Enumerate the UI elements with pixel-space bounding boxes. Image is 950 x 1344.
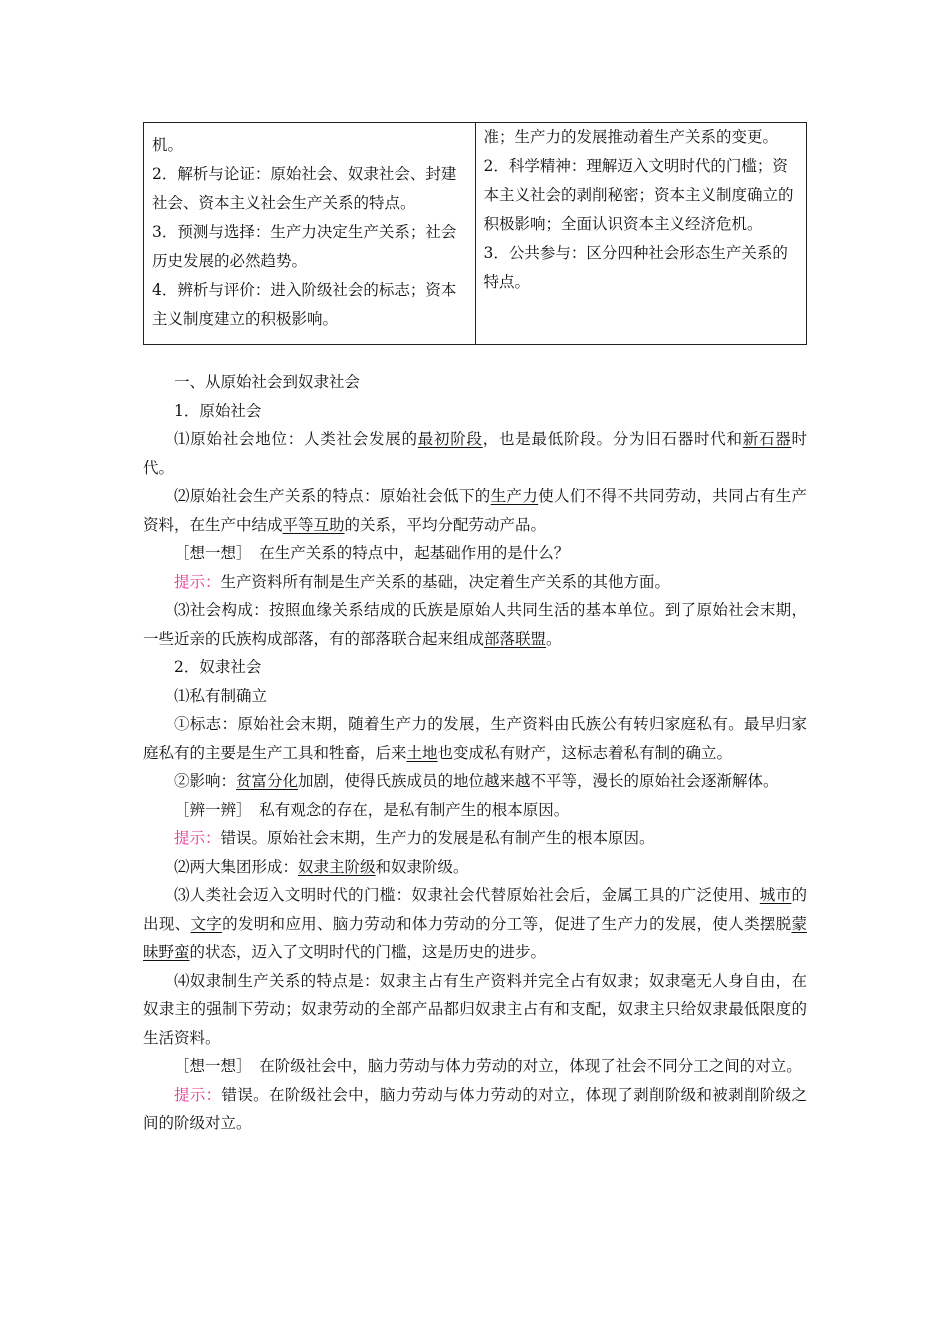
underlined-term: 最初阶段 [417,430,483,448]
table-right-line: 3．公共参与：区分四种社会形态生产关系的特点。 [483,244,788,291]
think-question: ［想一想］ 在阶级社会中，脑力劳动与体力劳动的对立，体现了社会不同分工之间的对立。 [174,1057,802,1075]
hint-text: 生产资料所有制是生产关系的基础，决定着生产关系的其他方面。 [220,572,671,591]
text-span: 的发明和应用、脑力劳动和体力劳动的分工等，促进了生产力的发展，使人类摆脱 [222,914,792,933]
underlined-term: 平等互助 [282,515,345,534]
text-span: ⑵原始社会生产关系的特点：原始社会低下的 [174,487,491,505]
hint-text: 错误。原始社会末期，生产力的发展是私有制产生的根本原因。 [220,829,655,847]
paragraph-civilization-threshold [143,881,807,967]
underlined-term: 土地 [406,743,438,762]
section-title: 一、从原始社会到奴隶社会 [174,373,361,391]
hint-paragraph [143,568,807,597]
text-span: ①标志：原始社会末期，随着生产力的发展，生产资料由氏族公有转归家庭私有。最早归家庭私有的主要是生产工具和牲畜，后来 [143,715,807,762]
text-span: ⑶人类社会迈入文明时代的门槛：奴隶社会代替原始社会后，金属工具的广泛使用、 [174,886,760,904]
paragraph-primitive-relations [143,482,807,539]
sub-heading: ⑴私有制确立 [174,686,268,705]
paragraph-private-ownership-sign [143,710,807,767]
paragraph-two-classes [143,853,807,882]
text-span: ，也是最低阶段。分为旧石器时代和 [482,430,743,448]
objectives-table [143,122,807,345]
lesson-content [143,368,807,1138]
text-span: 的状态，迈入了文明时代的门槛，这是历史的进步。 [189,943,547,961]
underlined-term: 文字 [190,914,223,933]
paragraph-slavery-relations: ⑷奴隶制生产关系的特点是：奴隶主占有生产资料并完全占有奴隶；奴隶毫无人身自由，在奴隶主的强制下劳动；奴隶劳动的全部产品都归奴隶主占有和支配，奴隶主只给奴隶最低限度的生活资料。 [143,971,807,1047]
hint-label: 提示： [174,829,221,847]
hint-label: 提示： [174,1085,222,1104]
table-left-line: 机。 [152,136,184,154]
underlined-term: 奴隶主阶级 [298,857,376,876]
underlined-term: 部落联盟 [484,629,547,648]
underlined-term: 生产力 [490,487,539,505]
text-span: 的出现、 [143,886,807,933]
text-span: ⑵两大集团形成： [174,857,299,876]
hint-paragraph [143,824,807,853]
underlined-term: 城市 [759,886,792,904]
table-left-line: 2．解析与论证：原始社会、奴隶社会、封建社会、资本主义社会生产关系的特点。 [152,165,457,212]
hint-label: 提示： [174,572,221,591]
text-span: 的关系，平均分配劳动产品。 [344,515,547,534]
text-span: ⑶社会构成：按照血缘关系结成的氏族是原始人共同生活的基本单位。到了原始社会末期，一些近亲的氏族构成部落，有的部落联合起来组成 [143,601,807,648]
hint-text: 错误。在阶级社会中，脑力劳动与体力劳动的对立，体现了剥削阶级和被剥削阶级之间的阶级对立。 [143,1085,807,1132]
subsection-title: 1．原始社会 [174,401,262,420]
text-span: 使人们不得不共同劳动，共同占有生产资料，在生产中结成 [143,487,807,534]
text-span: 。 [546,629,562,648]
underlined-term: 贫富分化 [236,772,299,790]
table-left-line: 4．辨析与评价：进入阶级社会的标志；资本主义制度建立的积极影响。 [152,281,457,328]
underlined-term: 蒙昧野蛮 [143,914,807,961]
table-right-line: 2．科学精神：理解迈入文明时代的门槛；资本主义社会的剥削秘密；资本主义制度确立的积极影响；全面认识资本主义经济危机。 [483,157,794,233]
table-left-line: 3．预测与选择：生产力决定生产关系；社会历史发展的必然趋势。 [152,223,457,270]
paragraph-private-ownership-impact [143,767,807,796]
underlined-term: 新石器 [742,430,792,448]
table-right-line: 准；生产力的发展推动着生产关系的变更。 [483,128,779,146]
objectives-right-cell [475,123,807,345]
discern-question: ［辨一辨］ 私有观念的存在，是私有制产生的根本原因。 [174,800,570,819]
objectives-left-cell [144,123,476,345]
text-span: 加剧，使得氏族成员的地位越来越不平等，漫长的原始社会逐渐解体。 [298,772,779,790]
think-question: ［想一想］ 在生产关系的特点中，起基础作用的是什么？ [174,544,570,562]
text-span: ②影响： [174,772,237,790]
text-span: 也变成私有财产，这标志着私有制的确立。 [437,743,733,762]
text-span: ⑴原始社会地位：人类社会发展的 [174,430,418,448]
text-span: 和奴隶阶级。 [375,857,469,876]
text-span: 时代。 [143,430,807,477]
subsection-title: 2．奴隶社会 [174,658,262,676]
paragraph-social-structure [143,596,807,653]
paragraph-primitive-status [143,425,807,482]
objectives-row [144,123,807,345]
hint-paragraph [143,1081,807,1138]
